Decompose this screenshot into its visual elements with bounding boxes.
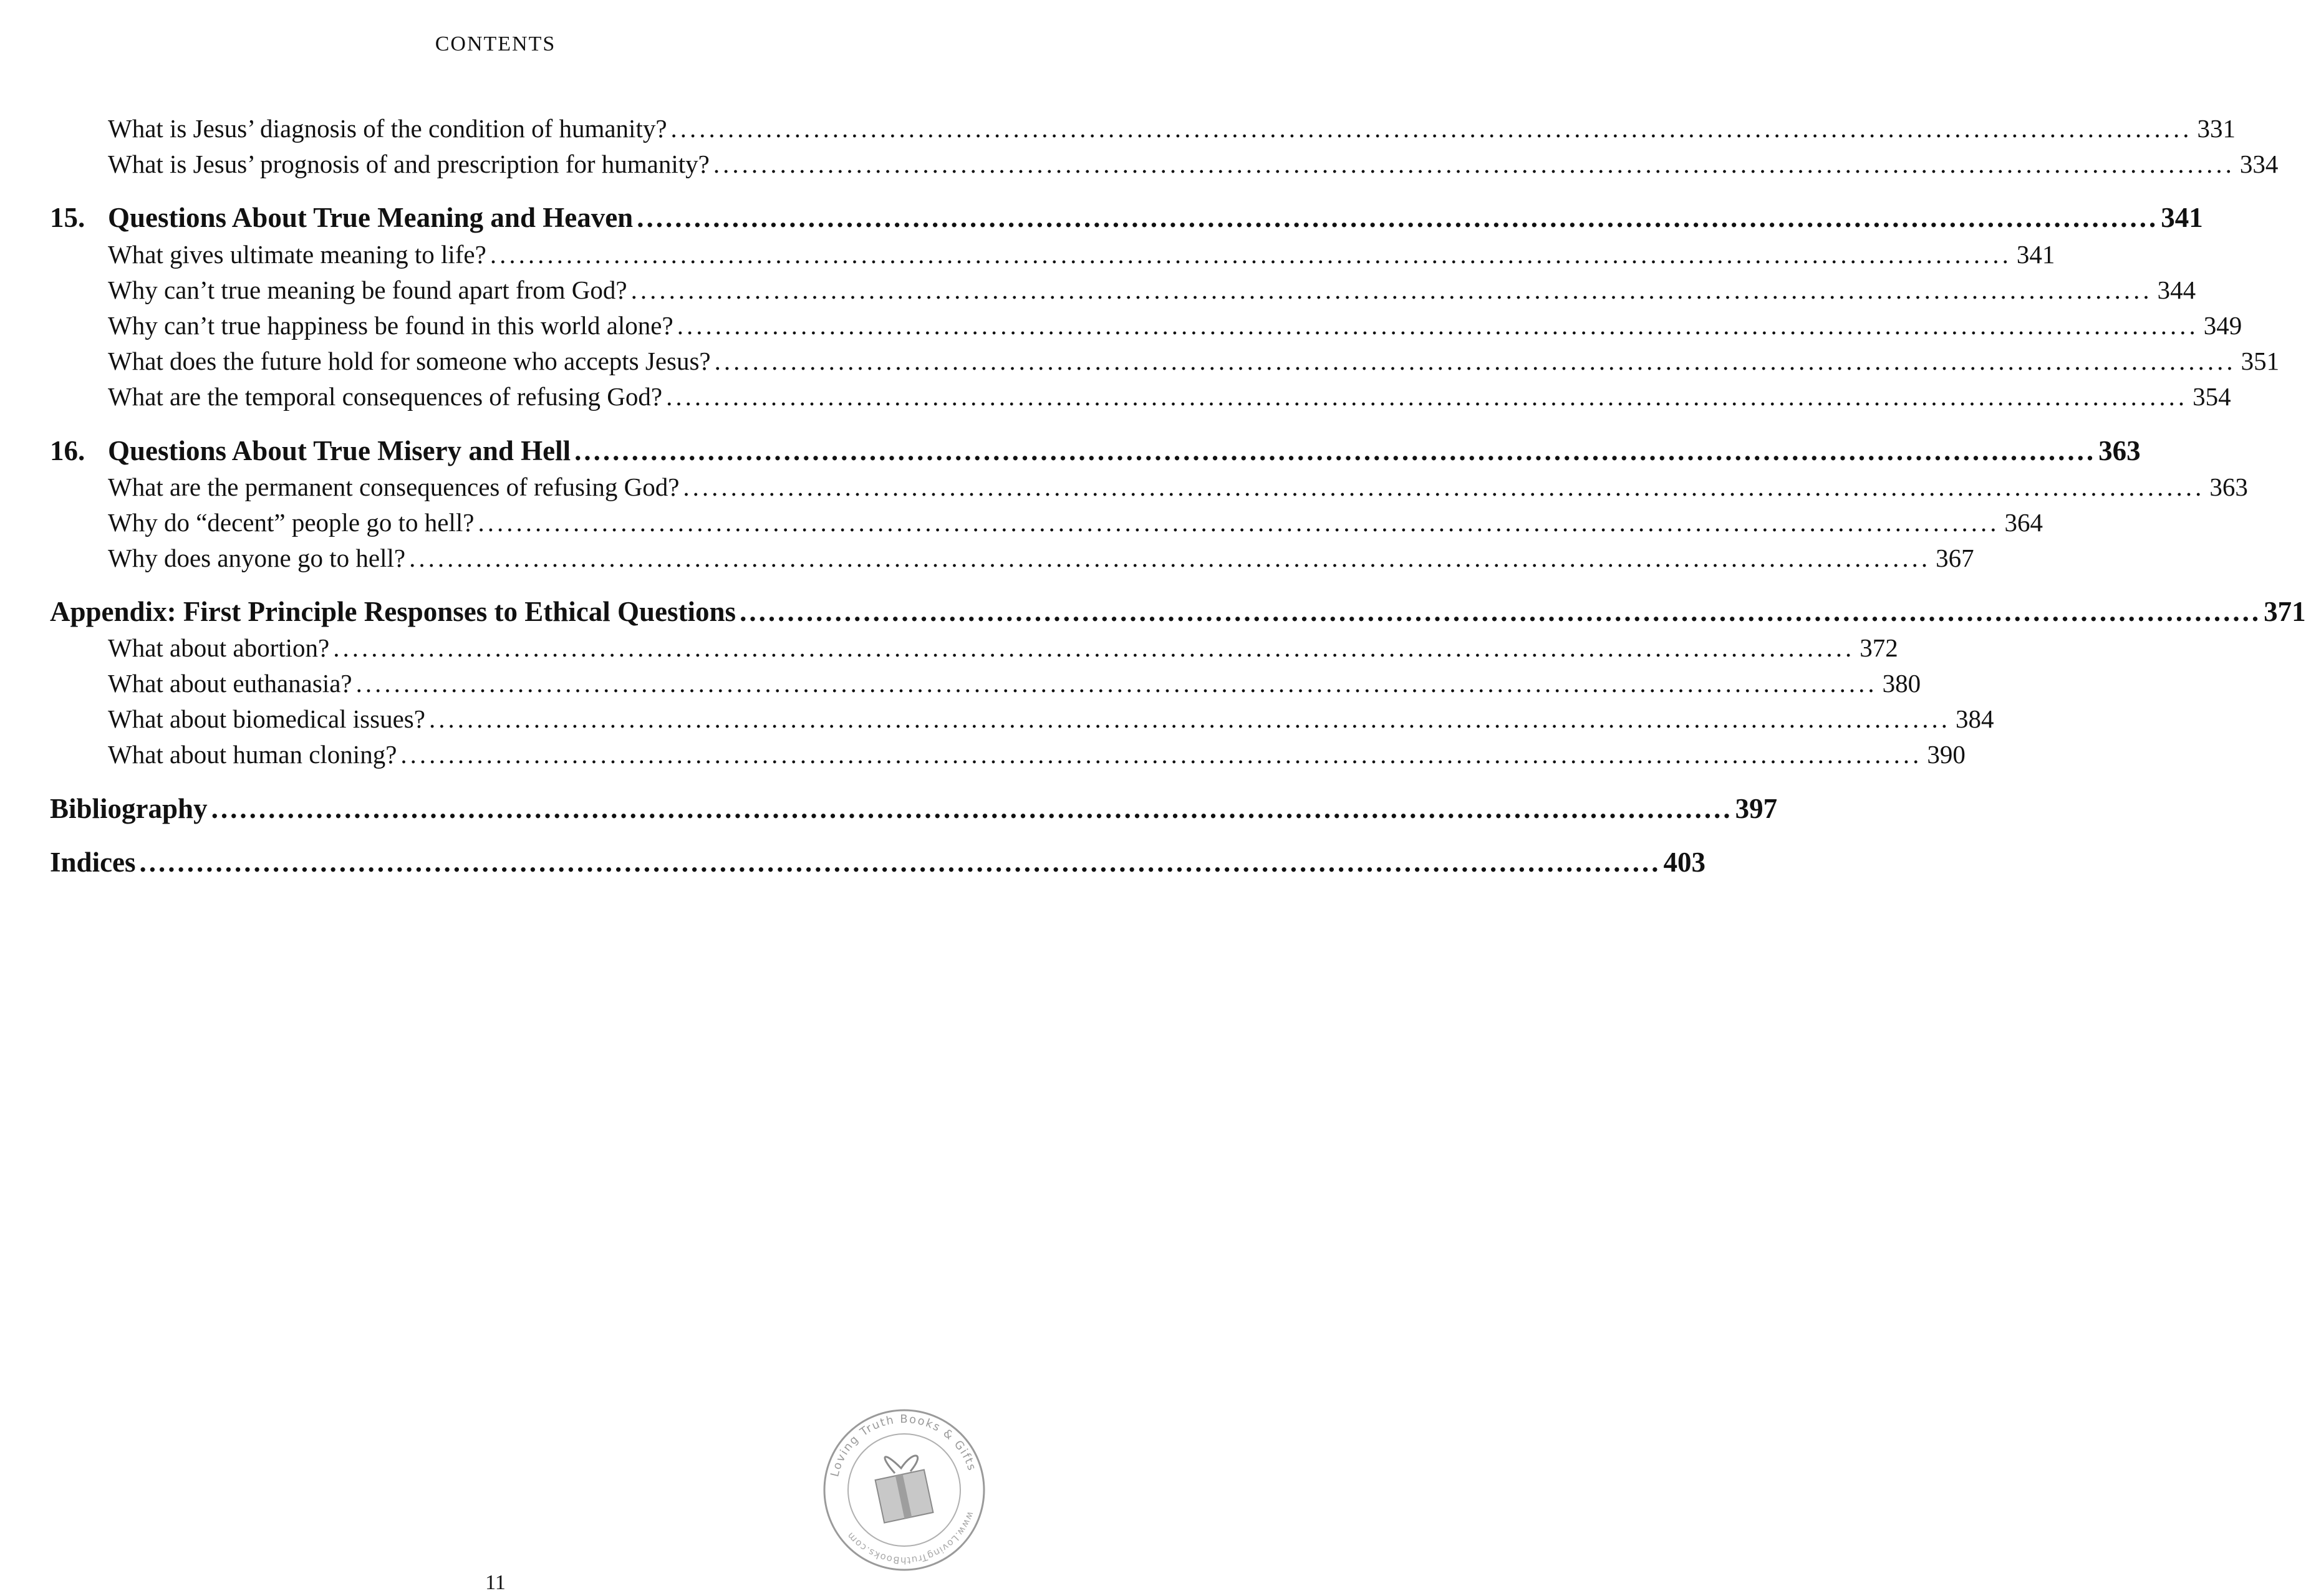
toc-entry: [108, 541, 1974, 576]
toc-entry: [108, 505, 2043, 541]
toc-page-number: 384: [1955, 704, 1994, 733]
dot-leader: ................................................................................................................................................................: [211, 793, 1733, 824]
bibliography-page-number: 397: [1735, 793, 1778, 824]
chapter-page-number: 363: [2098, 435, 2141, 466]
toc-page-number: 364: [2004, 508, 2043, 537]
dot-leader: ................................................................................................................................................................: [574, 435, 2096, 466]
bibliography-title: Bibliography: [50, 793, 208, 824]
toc-entry: [108, 469, 2248, 505]
toc-entry-title: Why can’t true happiness be found in this world alone?: [108, 311, 673, 340]
bibliography-heading: [50, 789, 1778, 828]
toc-page-number: 372: [1860, 633, 1898, 662]
dot-leader: ................................................................................................................................................................: [670, 114, 2193, 143]
indices-title: Indices: [50, 847, 136, 878]
toc-entry-title: What about human cloning?: [108, 740, 397, 769]
dot-leader: ................................................................................................................................................................: [490, 240, 2012, 269]
toc-entry: [108, 630, 1898, 666]
toc-entry-title: What about euthanasia?: [108, 669, 352, 698]
toc-page-number: 380: [1882, 669, 1921, 698]
dot-leader: ................................................................................................................................................................: [714, 347, 2236, 375]
indices-heading: [50, 843, 1706, 882]
toc-page-number: 367: [1936, 544, 1974, 572]
seal-text-top: Loving Truth Books & Gifts: [828, 1412, 979, 1478]
dot-leader: ................................................................................................................................................................: [333, 633, 1855, 662]
toc-entry: [108, 147, 2279, 182]
chapter-number: 16.: [50, 435, 85, 466]
toc-entry: [108, 237, 2055, 272]
appendix-title: Appendix: First Principle Responses to Ethical Questions: [50, 596, 736, 627]
dot-leader: ................................................................................................................................................................: [630, 276, 2153, 304]
toc-entry: [108, 737, 1966, 772]
book-gift-icon: [876, 1456, 933, 1523]
toc-page-number: 331: [2197, 114, 2236, 143]
seal-text-side: www.LovingTruthBooks.com: [844, 1509, 977, 1567]
svg-text:www.LovingTruthBooks.com: [844, 1510, 977, 1566]
toc-page-number: 349: [2203, 311, 2242, 340]
chapter-number: 15.: [50, 202, 85, 233]
running-head: CONTENTS: [435, 32, 556, 55]
dot-leader: ................................................................................................................................................................: [740, 596, 2262, 627]
toc-entry-title: What is Jesus’ prognosis of and prescription for humanity?: [108, 150, 710, 178]
toc-page-number: 363: [2209, 473, 2248, 501]
dot-leader: ................................................................................................................................................................: [666, 382, 2188, 411]
dot-leader: ................................................................................................................................................................: [677, 311, 2199, 340]
toc-entry: [108, 701, 1994, 737]
toc-entry-title: What is Jesus’ diagnosis of the condition of humanity?: [108, 114, 667, 143]
toc-entry-title: Why do “decent” people go to hell?: [108, 508, 475, 537]
toc-page-number: 344: [2157, 276, 2196, 304]
appendix-page-number: 371: [2264, 596, 2306, 627]
toc-page-number: 354: [2193, 382, 2231, 411]
toc-entry: [108, 272, 2196, 308]
toc-entry-title: Why does anyone go to hell?: [108, 544, 406, 572]
page-number: 11: [485, 1571, 506, 1594]
chapter-heading-16: [50, 431, 2141, 470]
dot-leader: ................................................................................................................................................................: [400, 740, 1922, 769]
indices-page-number: 403: [1663, 847, 1706, 878]
dot-leader: ................................................................................................................................................................: [713, 150, 2235, 178]
chapter-title: Questions About True Meaning and Heaven: [108, 202, 634, 233]
bookstore-watermark-seal: [820, 1406, 988, 1574]
toc-entry-title: What gives ultimate meaning to life?: [108, 240, 486, 269]
toc-entry: [108, 308, 2242, 344]
chapter-page-number: 341: [2161, 202, 2203, 233]
chapter-title: Questions About True Misery and Hell: [108, 435, 571, 466]
toc-entry-title: What about biomedical issues?: [108, 704, 425, 733]
dot-leader: ................................................................................................................................................................: [428, 704, 1951, 733]
chapter-heading-15: [50, 198, 2203, 237]
toc-entry-title: What about abortion?: [108, 633, 330, 662]
dot-leader: ................................................................................................................................................................: [637, 202, 2159, 233]
toc-page-number: 390: [1927, 740, 1966, 769]
toc-entry-title: What are the temporal consequences of refusing God?: [108, 382, 663, 411]
toc-entry: [108, 111, 2236, 147]
dot-leader: ................................................................................................................................................................: [355, 669, 1878, 698]
toc-page-number: 341: [2016, 240, 2055, 269]
toc-entry-title: What are the permanent consequences of refusing God?: [108, 473, 680, 501]
dot-leader: ................................................................................................................................................................: [139, 847, 1661, 878]
toc-entry-title: What does the future hold for someone who accepts Jesus?: [108, 347, 711, 375]
toc-page-number: 334: [2239, 150, 2279, 178]
toc-page-number: 351: [2241, 347, 2280, 375]
toc-entry: [108, 379, 2231, 415]
toc-entry-title: Why can’t true meaning be found apart from God?: [108, 276, 627, 304]
toc-entry: [108, 666, 1921, 701]
dot-leader: ................................................................................................................................................................: [478, 508, 2000, 537]
appendix-heading: [50, 592, 2306, 631]
dot-leader: ................................................................................................................................................................: [683, 473, 2205, 501]
toc-entry: [108, 344, 2280, 379]
dot-leader: ................................................................................................................................................................: [409, 544, 1931, 572]
